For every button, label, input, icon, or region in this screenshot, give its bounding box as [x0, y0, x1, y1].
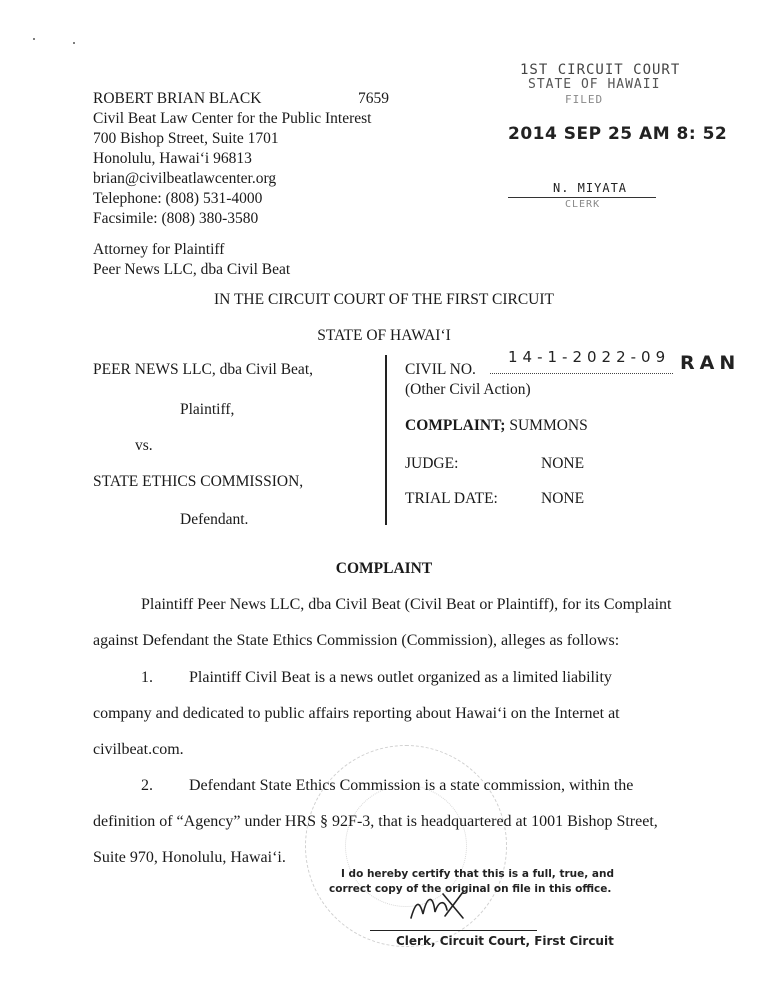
paragraph-1-number: 1.	[141, 669, 153, 686]
caption-plaintiff-role: Plaintiff,	[180, 401, 235, 418]
caption-plaintiff: PEER NEWS LLC, dba Civil Beat,	[93, 361, 313, 378]
stamp-filed-line: FILED	[565, 93, 604, 106]
attorney-role-line2: Peer News LLC, dba Civil Beat	[93, 261, 291, 278]
certification-signer: Clerk, Circuit Court, First Circuit	[396, 934, 614, 948]
court-name: IN THE CIRCUIT COURT OF THE FIRST CIRCUIT	[214, 291, 554, 308]
clerk-signature	[405, 884, 475, 924]
stamp-datetime: 2014 SEP 25 AM 8: 52	[508, 124, 728, 144]
paragraph-2-line-3: Suite 970, Honolulu, Hawai‘i.	[93, 849, 286, 866]
attorney-telephone: Telephone: (808) 531-4000	[93, 190, 263, 207]
intro-line-2: against Defendant the State Ethics Commission (Commission), alleges as follows:	[93, 632, 620, 649]
stamp-state-line: STATE OF HAWAII	[528, 77, 661, 92]
attorney-firm: Civil Beat Law Center for the Public Interest	[93, 110, 372, 127]
judge-label: JUDGE:	[405, 455, 459, 472]
stamp-clerk-rule	[508, 197, 656, 198]
certification-line-2: correct copy of the original on file in this office.	[329, 883, 612, 895]
court-state: STATE OF HAWAI‘I	[317, 327, 451, 344]
caption-defendant-role: Defendant.	[180, 511, 249, 528]
attorney-bar-number: 7659	[358, 90, 389, 107]
judge-initials: RAN	[680, 352, 741, 374]
scan-speck	[73, 42, 75, 44]
paragraph-1-line-3: civilbeat.com.	[93, 741, 184, 758]
attorney-address-line1: 700 Bishop Street, Suite 1701	[93, 130, 279, 147]
trial-date-value: NONE	[541, 490, 585, 507]
attorney-address-line2: Honolulu, Hawai‘i 96813	[93, 150, 252, 167]
caption-versus: vs.	[135, 437, 153, 454]
stamp-clerk-title: CLERK	[565, 199, 601, 210]
paragraph-2-number: 2.	[141, 777, 153, 794]
caption-divider	[385, 355, 387, 525]
attorney-role-line1: Attorney for Plaintiff	[93, 241, 225, 258]
attorney-name: ROBERT BRIAN BLACK	[93, 90, 262, 107]
civil-no-label: CIVIL NO.	[405, 361, 476, 378]
stamp-court-line: 1ST CIRCUIT COURT	[520, 62, 681, 78]
intro-line-1: Plaintiff Peer News LLC, dba Civil Beat (Civil Beat or Plaintiff), for its Complaint	[141, 596, 672, 613]
attorney-facsimile: Facsimile: (808) 380-3580	[93, 210, 259, 227]
document-title-bold: COMPLAINT;	[405, 417, 506, 434]
certification-rule	[370, 930, 537, 931]
scan-speck	[33, 38, 35, 40]
stamp-clerk-name: N. MIYATA	[553, 181, 628, 195]
document-title	[405, 416, 588, 436]
paragraph-2-line-2: definition of “Agency” under HRS § 92F-3, that is headquartered at 1001 Bishop Street,	[93, 813, 658, 830]
caption-defendant: STATE ETHICS COMMISSION,	[93, 473, 304, 490]
certification-line-1: I do hereby certify that this is a full, true, and	[341, 868, 614, 880]
trial-date-label: TRIAL DATE:	[405, 490, 498, 507]
attorney-email: brian@civilbeatlawcenter.org	[93, 170, 277, 187]
paragraph-1-line-1: Plaintiff Civil Beat is a news outlet organized as a limited liability	[189, 669, 612, 686]
judge-value: NONE	[541, 455, 585, 472]
complaint-heading: COMPLAINT	[335, 560, 433, 577]
document-title-rest: SUMMONS	[505, 417, 588, 434]
civil-no-rule	[490, 373, 673, 374]
paragraph-2-line-1: Defendant State Ethics Commission is a state commission, within the	[189, 777, 634, 794]
case-type: (Other Civil Action)	[405, 381, 531, 398]
case-number: 14-1-2022-09	[508, 348, 671, 366]
paragraph-1-line-2: company and dedicated to public affairs reporting about Hawai‘i on the Internet at	[93, 705, 620, 722]
